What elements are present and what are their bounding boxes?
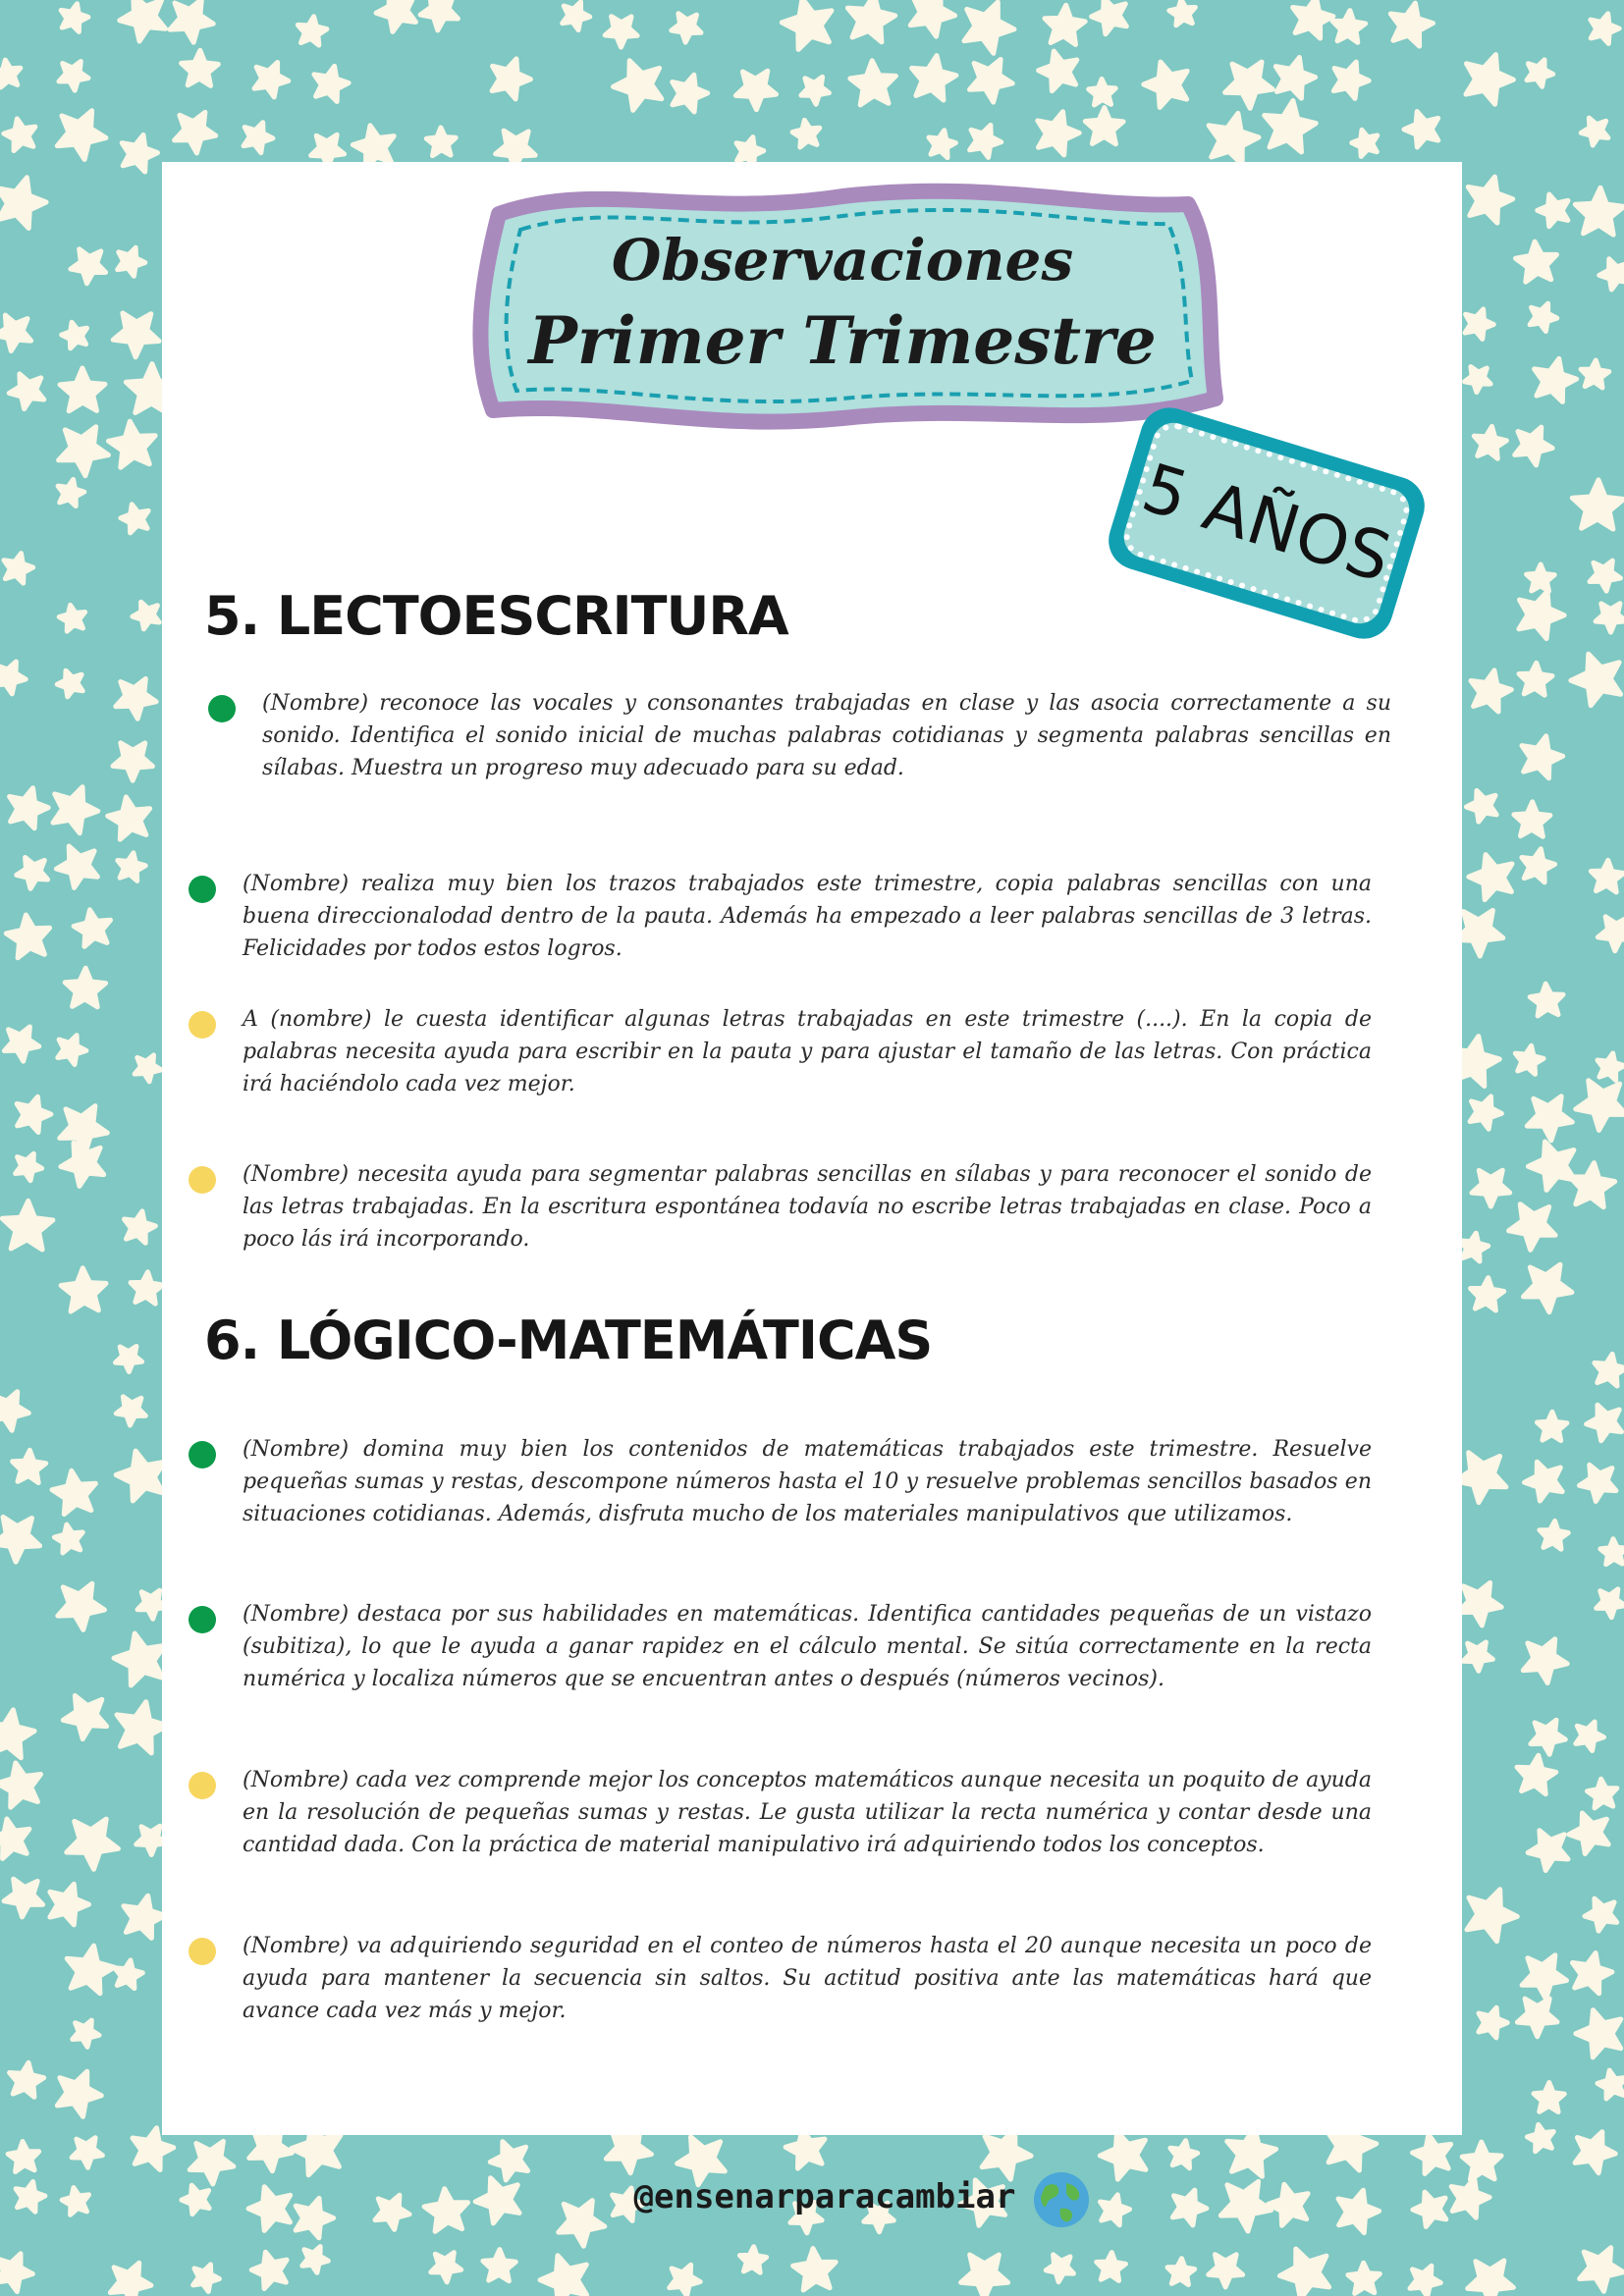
star-icon (62, 322, 87, 348)
star-icon (1599, 259, 1624, 290)
star-icon (125, 1211, 156, 1243)
star-icon (302, 2247, 329, 2273)
star-icon (67, 1819, 119, 1869)
star-icon (58, 1583, 105, 1629)
star-icon (182, 50, 219, 85)
footer-handle: @ensenarparacambiar (633, 2177, 1016, 2216)
star-icon (1538, 194, 1568, 227)
star-icon (1466, 55, 1513, 105)
star-icon (4, 1879, 43, 1917)
star-icon (614, 61, 662, 111)
observation-text: (Nombre) cada vez comprende mejor los conceptos matemáticos aunque necesita un poquito de ayuda en la resolución de pequeñas sumas y restas. Le gusta utilizar la recta numérica y contar desde una cantidad dada. Con la práctica de material manipulativo irá adquiriendo todos los conceptos. (243, 1768, 1372, 1857)
star-icon (420, 0, 458, 30)
star-icon (131, 1272, 163, 1304)
star-icon (1333, 62, 1369, 98)
star-icon (1097, 2253, 1126, 2281)
star-icon (1569, 1813, 1608, 1854)
star-icon (1220, 2181, 1271, 2231)
star-icon (314, 66, 349, 101)
star-icon (1588, 1779, 1617, 1808)
star-icon (1451, 2178, 1489, 2217)
star-icon (72, 2138, 102, 2168)
star-icon (116, 679, 156, 720)
star-icon (110, 2263, 150, 2296)
star-icon (59, 427, 109, 476)
star-icon (1275, 58, 1315, 99)
star-icon (1527, 564, 1555, 591)
star-icon (4, 119, 35, 151)
star-icon (1595, 1354, 1624, 1386)
star-icon (58, 1036, 86, 1065)
star-icon (1514, 802, 1550, 836)
star-icon (970, 125, 1001, 157)
star-icon (1390, 3, 1433, 46)
section-heading-lectoescritura: 5. LECTOESCRITURA (204, 585, 788, 647)
star-icon (2, 1201, 53, 1250)
star-icon (1575, 2132, 1615, 2173)
star-icon (970, 60, 1013, 103)
star-icon (1279, 2249, 1328, 2296)
star-icon (59, 62, 88, 91)
star-icon (1045, 5, 1085, 44)
star-icon (0, 662, 26, 694)
star-icon (850, 61, 896, 105)
star-icon (0, 1392, 28, 1431)
star-icon (1597, 1053, 1624, 1081)
star-icon (1265, 101, 1317, 152)
star-icon (1534, 2083, 1564, 2112)
observation-text: A (nombre) le cuesta identificar algunas letras trabajadas en este trimestre (....). En la copia de palabras necesita ayuda para escribir en la pauta y para ajustar el tamaño de las letras. Con práctica irá haciéndolo cada vez mejor. (243, 1007, 1372, 1096)
star-icon (60, 368, 105, 411)
star-icon (426, 128, 456, 156)
star-icon (118, 853, 145, 881)
star-icon (1038, 112, 1079, 155)
star-icon (116, 1451, 164, 1501)
star-icon (739, 2247, 766, 2273)
star-icon (1469, 855, 1512, 900)
star-icon (62, 2188, 88, 2216)
star-icon (65, 968, 105, 1007)
star-icon (1101, 2195, 1130, 2225)
star-icon (1172, 2190, 1207, 2225)
star-icon (10, 2062, 44, 2097)
star-icon (170, 0, 213, 42)
star-icon (912, 56, 956, 100)
star-icon (193, 2265, 220, 2292)
star-icon (10, 788, 49, 828)
star-icon (352, 126, 394, 168)
star-icon (1600, 1539, 1624, 1565)
star-icon (58, 479, 84, 506)
star-icon (17, 858, 48, 889)
star-icon (251, 2252, 287, 2288)
status-dot-yellow-icon (189, 1011, 216, 1039)
star-icon (175, 112, 216, 152)
title-line-1: Observaciones (611, 227, 1074, 294)
star-icon (1465, 309, 1493, 340)
star-icon (73, 2020, 99, 2047)
star-icon (1458, 1582, 1501, 1626)
star-icon (1522, 736, 1563, 778)
page-title (460, 221, 1225, 382)
star-icon (1209, 2255, 1243, 2287)
star-icon (1515, 427, 1553, 465)
star-icon (1463, 1642, 1492, 1671)
star-icon (1089, 79, 1116, 105)
star-icon (1167, 2259, 1195, 2285)
star-icon (182, 2185, 209, 2214)
star-icon (1528, 1831, 1568, 1871)
star-icon (1580, 2248, 1624, 2292)
star-icon (1527, 2124, 1553, 2151)
star-icon (9, 374, 44, 409)
star-icon (1470, 1096, 1501, 1129)
star-icon (1591, 14, 1619, 44)
star-icon (135, 1055, 161, 1082)
star-icon (244, 123, 273, 153)
star-icon (961, 2255, 1008, 2296)
observation-text: (Nombre) reconoce las vocales y consonantes trabajadas en clase y las asocia correctamente a su sonido. Identifica el sonido inicial de muchas palabras cotidianas y segmenta palabras sencillas en sílabas. Muestra un progreso muy adecuado para su edad. (262, 691, 1391, 780)
star-icon (1465, 367, 1491, 393)
star-icon (4, 1027, 38, 1061)
star-icon (1170, 2141, 1198, 2168)
star-icon (13, 1450, 46, 1482)
star-icon (492, 59, 530, 99)
star-icon (67, 1946, 114, 1994)
star-icon (52, 1470, 95, 1514)
star-icon (1468, 177, 1512, 223)
observation-item (208, 687, 1391, 825)
star-icon (1570, 1163, 1615, 1207)
star-icon (1144, 62, 1187, 107)
star-icon (1596, 604, 1624, 632)
star-icon (1581, 360, 1609, 388)
star-icon (782, 0, 832, 49)
star-icon (475, 2178, 519, 2223)
star-icon (56, 846, 97, 887)
star-icon (0, 1819, 29, 1858)
star-icon (109, 421, 156, 467)
star-icon (296, 2198, 334, 2237)
star-icon (1467, 1890, 1517, 1942)
star-icon (1524, 1264, 1573, 1312)
star-icon (1581, 118, 1608, 145)
status-dot-green-icon (189, 1606, 216, 1633)
star-icon (0, 60, 21, 87)
star-icon (1585, 1898, 1617, 1931)
star-icon (63, 1695, 106, 1738)
star-icon (189, 2141, 234, 2184)
observation-text: (Nombre) realiza muy bien los trazos trabajados este trimestre, copia palabras sencillas con una buena direccionalodad dentro de la pauta. Además ha empezado a leer palabras sencillas de 3 letras. Felicidades por todos estos logros. (243, 872, 1372, 961)
star-icon (1519, 591, 1564, 638)
star-icon (1587, 1405, 1622, 1441)
star-icon (298, 17, 327, 45)
star-icon (1576, 1081, 1624, 1131)
star-icon (122, 134, 157, 172)
star-icon (61, 4, 88, 32)
star-icon (1597, 2070, 1624, 2099)
star-icon (1338, 2190, 1380, 2232)
star-icon (1404, 112, 1438, 148)
star-icon (57, 111, 106, 160)
star-icon (54, 1524, 82, 1553)
star-icon (793, 2249, 837, 2291)
star-icon (1046, 2255, 1073, 2282)
star-icon (1293, 0, 1333, 38)
star-icon (61, 1143, 104, 1186)
star-icon (375, 2195, 409, 2229)
star-icon (57, 2071, 101, 2116)
star-icon (1471, 1278, 1504, 1310)
star-icon (1576, 2010, 1621, 2057)
star-icon (1527, 60, 1553, 86)
star-icon (1517, 1755, 1556, 1793)
observation-item (189, 1930, 1372, 2038)
star-icon (1169, 0, 1196, 26)
status-dot-green-icon (189, 1441, 216, 1468)
star-icon (53, 787, 98, 833)
star-icon (982, 2129, 1031, 2179)
star-icon (1580, 1465, 1616, 1501)
star-icon (490, 2142, 527, 2180)
star-icon (1472, 1170, 1510, 1206)
star-icon (1571, 654, 1621, 706)
star-icon (1527, 1096, 1572, 1141)
star-icon (673, 75, 708, 112)
star-icon (116, 1347, 142, 1372)
star-icon (59, 605, 84, 631)
star-icon (1348, 2263, 1380, 2293)
star-icon (735, 71, 776, 110)
star-icon (61, 1268, 106, 1311)
status-dot-yellow-icon (189, 1166, 216, 1194)
star-icon (1528, 1142, 1575, 1190)
star-icon (1085, 108, 1123, 144)
star-icon (4, 554, 33, 584)
star-icon (120, 0, 166, 41)
title-line-2: Primer Trimestre (528, 302, 1157, 379)
star-icon (929, 131, 955, 158)
star-icon (1209, 113, 1259, 164)
star-icon (1540, 1521, 1568, 1549)
star-icon (117, 1702, 167, 1753)
star-icon (1531, 1720, 1565, 1754)
star-icon (1269, 2184, 1309, 2225)
star-icon (1474, 426, 1506, 458)
star-icon (124, 1896, 165, 1938)
star-icon (1516, 241, 1557, 282)
star-icon (563, 2, 590, 30)
star-icon (1410, 2266, 1440, 2296)
star-icon (1466, 790, 1496, 822)
star-icon (0, 315, 31, 351)
star-icon (1530, 303, 1557, 331)
star-icon (424, 2189, 467, 2232)
star-icon (847, 0, 894, 42)
star-icon (6, 915, 49, 958)
star-icon (248, 2187, 291, 2231)
star-icon (605, 17, 637, 47)
star-icon (249, 2129, 293, 2171)
observation-text: (Nombre) va adquiriendo seguridad en el conteo de números hasta el 20 aunque necesita un poco de ayuda para mantener la secuencia sin saltos. Su actitud positiva ante las matemáticas hará que avance cada vez más y mejor. (243, 1934, 1372, 2023)
star-icon (1522, 849, 1555, 882)
star-icon (1413, 2135, 1451, 2174)
star-icon (376, 0, 415, 31)
status-dot-green-icon (208, 695, 236, 722)
observation-item (189, 1598, 1372, 1735)
star-icon (0, 178, 46, 229)
star-icon (1460, 1233, 1489, 1261)
observation-text: (Nombre) destaca por sus habilidades en matemáticas. Identifica cantidades pequeñas de un vistazo (subitiza), lo que le ayuda a ganar rapidez en el cálculo mental. Se sitúa correctamente en la recta numérica y localiza números que se encuentran antes o después (números vecinos). (243, 1602, 1372, 1691)
star-icon (16, 1153, 42, 1180)
star-icon (1597, 1589, 1624, 1618)
star-icon (964, 2, 1014, 53)
star-icon (1517, 1999, 1557, 2037)
star-icon (1597, 917, 1624, 951)
star-icon (0, 1517, 40, 1562)
star-icon (540, 2256, 586, 2296)
observation-item (189, 1433, 1372, 1571)
star-icon (108, 797, 150, 839)
star-icon (254, 63, 289, 97)
star-icon (118, 247, 145, 276)
star-icon (606, 2128, 651, 2172)
star-icon (1413, 2192, 1446, 2226)
star-icon (1575, 187, 1624, 235)
star-icon (1573, 1953, 1612, 1994)
star-icon (50, 1884, 89, 1925)
star-icon (1515, 1045, 1543, 1074)
star-icon (1225, 62, 1273, 108)
star-icon (1591, 860, 1624, 892)
observation-text: (Nombre) domina muy bien los contenidos de matemáticas trabajados este trimestre. Resuelve pequeñas sumas y restas, descompone números hasta el 10 y resuelve problemas sencillos basados en situaciones cotidianas. Además, disfruta mucho de los materiales manipulativos que utilizamos. (243, 1437, 1372, 1526)
star-icon (115, 1960, 143, 1989)
star-icon (431, 2253, 461, 2282)
star-icon (17, 1096, 51, 1132)
star-icon (1471, 670, 1511, 712)
star-icon (1509, 1204, 1556, 1251)
star-icon (1092, 0, 1127, 34)
status-dot-green-icon (189, 876, 216, 903)
star-icon (8, 2142, 39, 2172)
star-icon (910, 0, 954, 36)
star-icon (672, 14, 701, 42)
star-icon (1039, 51, 1077, 91)
star-icon (792, 120, 820, 147)
star-icon (1479, 2007, 1507, 2038)
star-icon (1535, 358, 1577, 401)
star-icon (1455, 1453, 1506, 1503)
star-icon (0, 2254, 32, 2292)
star-icon (1525, 1462, 1563, 1501)
star-icon (113, 313, 159, 357)
star-icon (116, 1397, 145, 1425)
star-icon (670, 2265, 701, 2296)
star-icon (71, 249, 106, 284)
star-icon (1572, 480, 1623, 529)
status-dot-yellow-icon (189, 1772, 216, 1799)
star-icon (57, 670, 82, 697)
star-icon (1332, 11, 1366, 43)
star-icon (1523, 1639, 1567, 1683)
star-icon (1576, 1722, 1604, 1751)
star-icon (114, 1633, 165, 1685)
star-icon (0, 1763, 40, 1807)
star-icon (1462, 2142, 1501, 2179)
status-dot-yellow-icon (189, 1938, 216, 1965)
star-icon (801, 77, 830, 104)
observation-item (189, 1764, 1372, 1901)
globe-icon (1031, 2169, 1092, 2230)
star-icon (1590, 561, 1621, 591)
observation-item (189, 1158, 1372, 1266)
star-icon (1530, 984, 1563, 1016)
observation-item (189, 1003, 1372, 1111)
observation-text: (Nombre) necesita ayuda para segmentar palabras sencillas en sílabas y para reconocer el sonido de las letras trabajadas. En la escritura espontánea todavía no escribe letras trabajadas en clase. Poco a poco lás irá incorporando. (243, 1162, 1372, 1252)
section-heading-logico-matematicas: 6. LÓGICO-MATEMÁTICAS (204, 1309, 933, 1371)
star-icon (74, 910, 110, 947)
star-icon (1100, 2131, 1146, 2179)
star-icon (1519, 663, 1552, 695)
star-icon (1522, 1955, 1566, 2000)
star-icon (1468, 2261, 1514, 2296)
star-icon (16, 2182, 45, 2213)
star-icon (0, 1710, 34, 1758)
star-icon (483, 2250, 515, 2281)
star-icon (1538, 1412, 1567, 1440)
star-icon (133, 602, 159, 629)
star-icon (113, 743, 152, 780)
star-icon (1352, 130, 1378, 156)
star-icon (1455, 910, 1502, 956)
star-icon (121, 505, 148, 533)
observation-item (189, 868, 1372, 976)
age-badge-label: 5 AÑOS (1118, 417, 1415, 628)
